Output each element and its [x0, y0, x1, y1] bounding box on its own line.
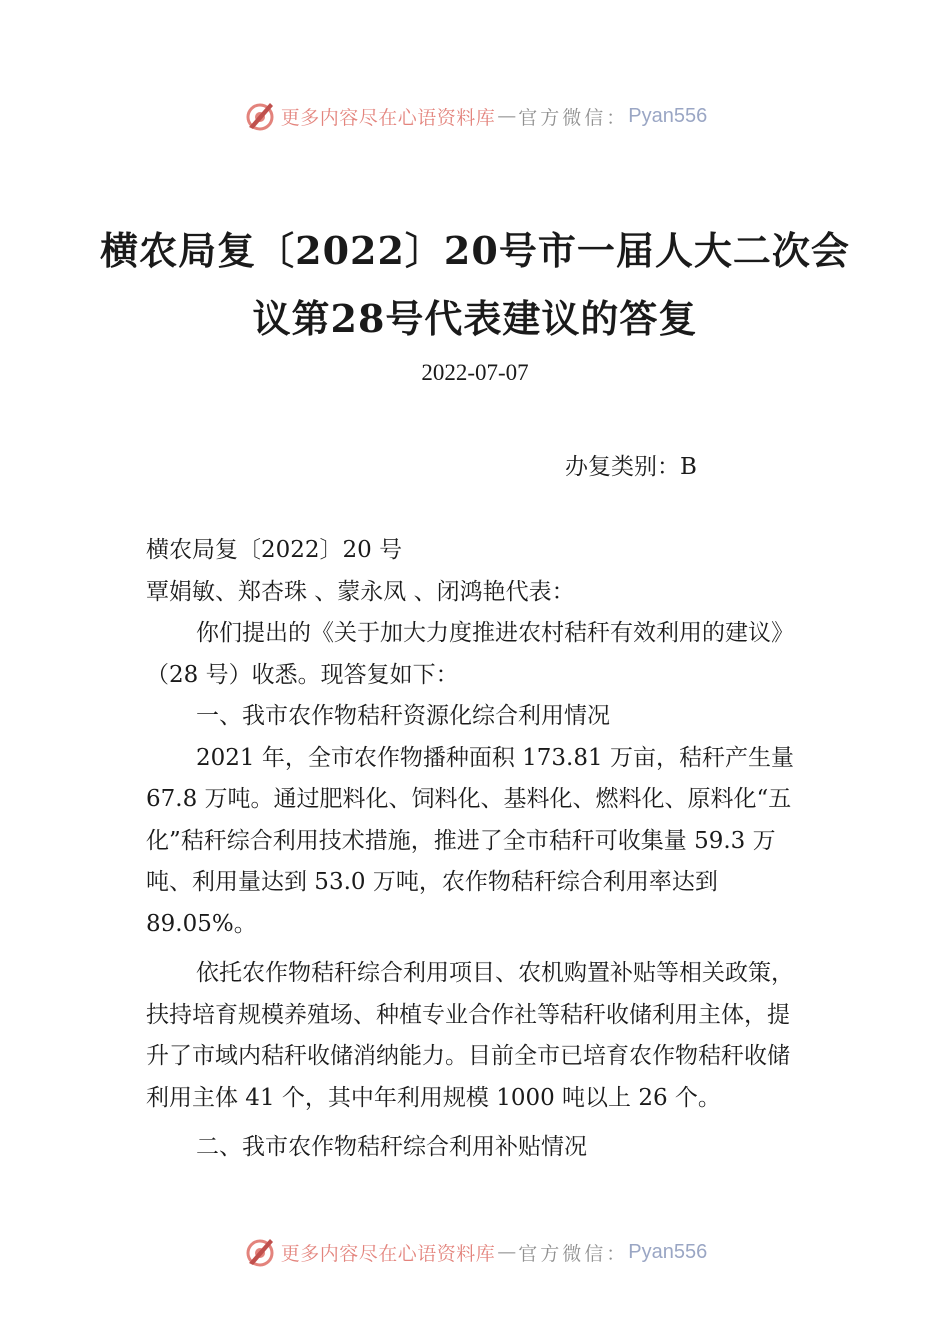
quill-logo-icon [243, 99, 277, 133]
section-heading-1: 一、我市农作物秸秆资源化综合利用情况 [196, 703, 610, 729]
section-heading-2: 二、我市农作物秸秆综合利用补贴情况 [196, 1134, 587, 1160]
watermark-site: 更多内容尽在心语资料库 [280, 106, 496, 129]
watermark-dash: — [497, 1241, 517, 1263]
watermark-dash: — [497, 105, 517, 127]
document-title-line2: 议第28号代表建议的答复 [252, 296, 698, 341]
document-body [146, 530, 811, 1169]
paragraph-storage: 依托农作物秸秆综合利用项目、农机购置补贴等相关政策，扶持培育规模养殖场、种植专业合作社等秸秆收储利用主体，提升了市域内秸秆收储消纳能力。目前全市已培育农作物秸秆收储利用主体 41 个，其中年利用规模 1000 吨以上 26 个。 [146, 960, 794, 1111]
quill-logo-icon [243, 1235, 277, 1269]
paragraph-intro: 你们提出的《关于加大力度推进农村秸秆有效利用的建议》（28 号）收悉。现答复如下： [146, 620, 794, 688]
reply-category: 办复类别：B [565, 454, 697, 480]
paragraph-utilization: 2021 年，全市农作物播种面积 173.81 万亩，秸秆产生量 67.8 万吨。通过肥料化、饲料化、基料化、燃料化、原料化“五化”秸秆综合利用技术措施，推进了全市秸秆可收集量 59.3 万吨、利用量达到 53.0 万吨，农作物秸秆综合利用率达到 89.05%。 [146, 744, 794, 937]
watermark-wechat-id: Pyan556 [628, 1240, 708, 1263]
document-title-line1: 横农局复〔2022〕20号市一届人大二次会 [100, 228, 850, 273]
watermark-site: 更多内容尽在心语资料库 [280, 1242, 496, 1265]
watermark-wechat-id: Pyan556 [628, 104, 708, 127]
doc-number: 横农局复〔2022〕20 号 [146, 537, 403, 563]
watermark-footer [0, 1232, 950, 1272]
watermark-header [0, 96, 950, 136]
addressees: 覃娟敏、郑杏珠 、蒙永凤 、闭鸿艳代表： [146, 578, 575, 605]
document-date: 2022-07-07 [421, 360, 529, 385]
watermark-wechat-label: 官方微信： [518, 1242, 629, 1265]
watermark-wechat-label: 官方微信： [518, 106, 629, 129]
